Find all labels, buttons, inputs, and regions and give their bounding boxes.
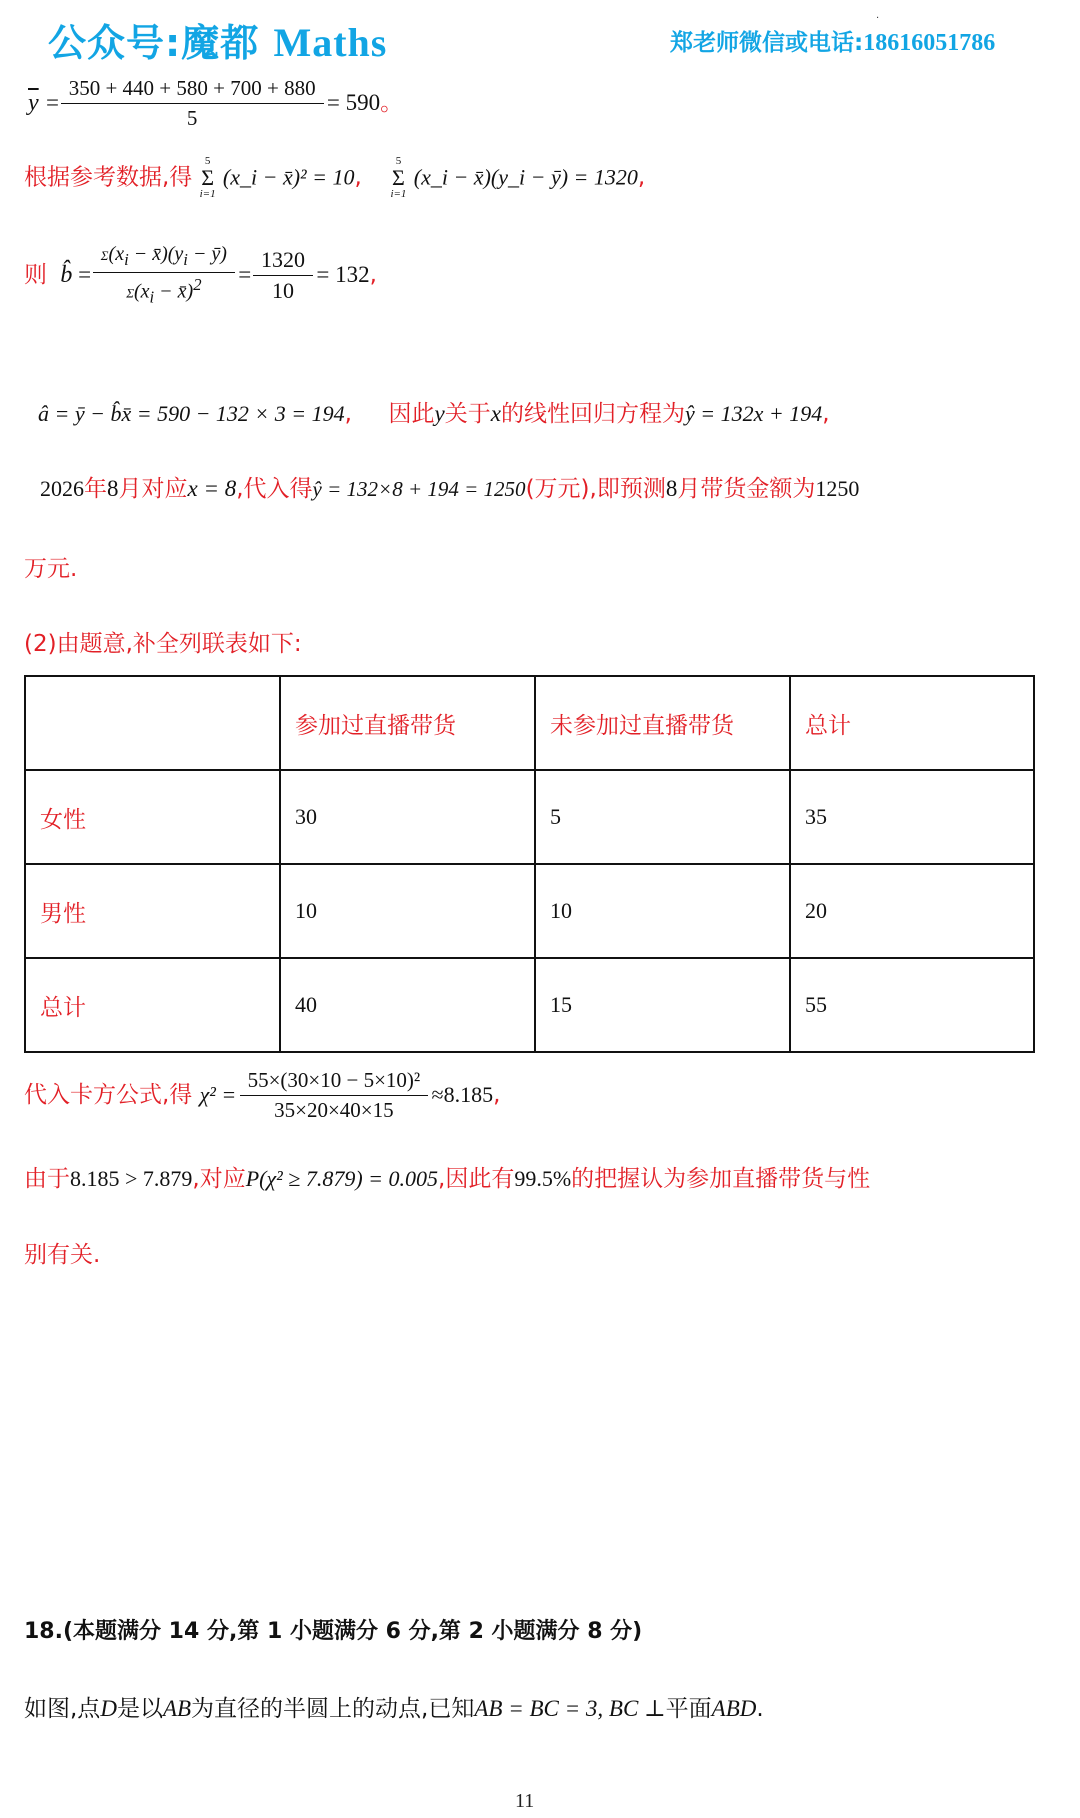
ahat-expr: â = ȳ − b̂x̄ = 590 − 132 × 3 = 194 <box>38 401 345 426</box>
table-cell: 10 <box>280 864 535 958</box>
contingency-table <box>24 675 1035 1053</box>
ref-prefix: 根据参考数据,得 <box>24 164 193 191</box>
bhat-result: = 132 <box>316 261 370 287</box>
table-header-cell: 参加过直播带货 <box>280 676 535 770</box>
table-cell: 40 <box>280 958 535 1052</box>
p-yeq: ŷ = 132×8 + 194 = 1250 <box>312 477 526 501</box>
brand-en: Maths <box>273 20 388 65</box>
ref-end: , <box>637 164 646 191</box>
brand-title <box>48 12 387 67</box>
chi-square-line <box>24 1068 500 1123</box>
ybar-numerator: 350 + 440 + 580 + 700 + 880 <box>68 76 316 100</box>
c1: 由于 <box>24 1166 70 1192</box>
contact-label: 郑老师微信或电话: <box>670 30 864 56</box>
brand-cn: 公众号:魔都 <box>48 21 274 65</box>
regression-eq: ŷ = 132x + 194 <box>684 401 823 426</box>
bhat-equation: 则 b̂ = $\frac{\Sigma(x_i - x̄)(y_i - ȳ)}{\Sigma(x_i - x̄)^2}$ = $\frac{1320}{10}$ = 132, <box>24 243 377 307</box>
table-cell: 30 <box>280 770 535 864</box>
p-year: 2026 <box>40 476 84 501</box>
reference-data-line <box>24 156 645 200</box>
q18-abd: ABD <box>711 1696 757 1721</box>
a-text1: 因此 <box>388 401 435 427</box>
chi-end: , <box>493 1082 501 1108</box>
a-text2: 关于 <box>444 401 491 427</box>
p-xeq: x = 8 <box>187 476 237 501</box>
ref-sum2: (x_i − x̄)(y_i − ȳ) = 1320 <box>413 164 638 190</box>
contact-info <box>670 24 995 57</box>
equals-sign: = <box>45 90 65 115</box>
ref-sum1: (x_i − x̄)² = 10 <box>222 164 355 190</box>
chi-prefix: 代入卡方公式,得 <box>24 1082 193 1108</box>
prediction-line <box>40 470 859 503</box>
p-text3: ,代入得 <box>236 476 313 502</box>
q2-intro: (2)由题意,补全列联表如下: <box>24 631 302 657</box>
table-cell: 35 <box>790 770 1034 864</box>
conclusion-cont: 别有关. <box>24 1242 101 1268</box>
p-text4: (万元),即预测 <box>525 476 666 502</box>
ybar-symbol: $\overline{y}$ <box>28 90 39 116</box>
prediction-cont: 万元. <box>24 556 78 582</box>
page-number: 11 <box>515 1790 535 1812</box>
table-header-cell: 总计 <box>790 676 1034 770</box>
contact-number: 18616051786 <box>863 30 996 56</box>
q18-body <box>24 1690 764 1723</box>
p-val: 1250 <box>815 476 860 501</box>
bhat-big-fraction <box>97 243 231 308</box>
q18-cond: AB = BC = 3, BC ⊥ <box>474 1696 666 1721</box>
bhat-symbol: b̂ <box>54 261 73 288</box>
bhat-big-numerator: $\Sigma(x_i$ − $x̄)(y_i$ − ȳ) <box>100 243 227 269</box>
b-end: , <box>369 261 377 288</box>
chi-denominator: 35×20×40×15 <box>240 1095 429 1123</box>
row-label: 男性 <box>25 864 280 958</box>
chi-fraction <box>244 1068 425 1123</box>
table-header-cell: 未参加过直播带货 <box>535 676 790 770</box>
conclusion-line <box>24 1160 870 1193</box>
table-header-cell <box>25 676 280 770</box>
a-comma: , <box>344 401 352 427</box>
pct: 99.5% <box>514 1166 572 1191</box>
c3: ,因此有 <box>438 1166 515 1192</box>
q18-t5: . <box>756 1696 764 1722</box>
p-text1: 年 <box>84 476 107 502</box>
a-end: , <box>822 401 830 427</box>
chi-sym: χ² = <box>199 1082 237 1107</box>
p-text2: 月对应 <box>118 476 188 502</box>
q18-t4: 平面 <box>665 1696 712 1722</box>
q18-ab: AB <box>162 1696 192 1721</box>
c4: 的把握认为参加直播带货与性 <box>571 1166 871 1192</box>
table-row <box>25 864 1034 958</box>
chi-numerator: 55×(30×10 − 5×10)² <box>247 1068 421 1092</box>
table-row <box>25 770 1034 864</box>
table-cell: 5 <box>535 770 790 864</box>
table-header-row <box>25 676 1034 770</box>
ybar-denominator: 5 <box>61 103 324 131</box>
bhat-big-denominator: $\Sigma(x_i$ − x̄)$^2$ <box>93 272 235 308</box>
q18-t1: 如图,点 <box>24 1696 101 1722</box>
row-label: 女性 <box>25 770 280 864</box>
bhat-denominator: 10 <box>253 275 313 304</box>
sum-operator-1: 5 Σ i=1 <box>199 155 216 200</box>
p-month2: 8 <box>665 476 678 501</box>
ybar-result: = 590 <box>326 90 381 115</box>
sum-operator-2: 5 Σ i=1 <box>390 155 407 200</box>
a-text3: 的线性回归方程为 <box>500 401 685 427</box>
q18-d: D <box>100 1696 117 1721</box>
bhat-fraction <box>257 247 309 304</box>
table-row <box>25 958 1034 1052</box>
ybar-fraction <box>65 76 320 131</box>
row-label: 总计 <box>25 958 280 1052</box>
chi-approx: ≈8.185 <box>431 1082 494 1107</box>
ahat-line <box>38 395 830 428</box>
a-x: x <box>490 401 501 426</box>
table-cell: 20 <box>790 864 1034 958</box>
q18-t2: 是以 <box>116 1696 163 1722</box>
table-cell: 55 <box>790 958 1034 1052</box>
q18-title: 18.(本题满分 14 分,第 1 小题满分 6 分,第 2 小题满分 8 分) <box>24 1619 643 1644</box>
ybar-end: 。 <box>380 90 404 116</box>
prob: P(χ² ≥ 7.879) = 0.005 <box>245 1166 439 1191</box>
p-month: 8 <box>107 476 119 501</box>
table-cell: 15 <box>535 958 790 1052</box>
decorative-dot: · <box>876 13 880 24</box>
bhat-numerator: 1320 <box>261 246 306 272</box>
ineq: 8.185 > 7.879 <box>70 1166 193 1191</box>
table-cell: 10 <box>535 864 790 958</box>
p-text5: 月带货金额为 <box>677 476 816 502</box>
q18-t3: 为直径的半圆上的动点,已知 <box>191 1696 475 1722</box>
c2: ,对应 <box>192 1166 246 1192</box>
a-y: y <box>434 401 445 426</box>
b-prefix: 则 <box>24 261 47 288</box>
ybar-equation <box>28 76 403 131</box>
ref-sep: , <box>354 164 362 191</box>
